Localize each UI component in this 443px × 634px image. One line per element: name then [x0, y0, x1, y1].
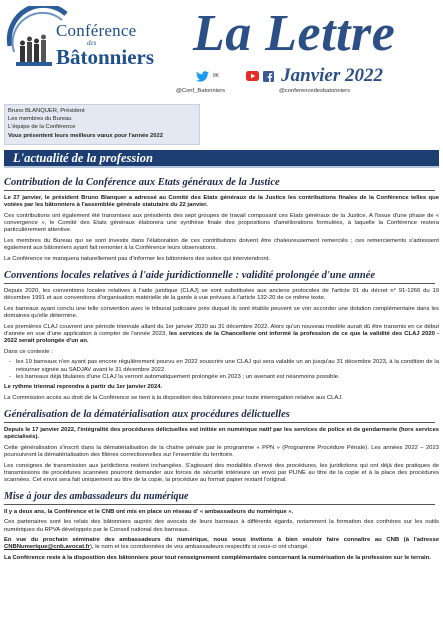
twitter-icon[interactable] — [196, 70, 209, 82]
article2-paragraph-5: Le rythme triennal reprendra à partir du 1er janvier 2024. — [4, 384, 163, 391]
cnb-email-link[interactable]: CNBNumerique@cnb.avocat.fr — [4, 544, 90, 551]
article2-paragraph-2: Les barreaux ayant conclu une telle convention avec le tribunal judiciaire près duquel ils sont établis peuvent se voir accorder une dotation complémentaire dans les domaines qu'elle détermine. — [4, 305, 439, 320]
list-item: - les 19 barreaux n'en ayant pas encore régulièrement pourvu en 2022 souscrire une CLAJ qui sera valable un an jusqu'au 31 décembre 2023, à la condition de la retourner signée au SADJAV avant le 31 décembre 2022. — [16, 359, 439, 374]
social-bar — [196, 66, 383, 86]
article1-paragraph-4: La Conférence ne manquera naturellement pas d'informer les bâtonniers des suites qui interviendront. — [4, 255, 271, 262]
section-banner — [4, 150, 439, 168]
youtube-icon[interactable] — [246, 70, 259, 82]
article-title-claj: Conventions locales relatives à l'aide juridictionnelle : validité prolongée d'une année — [4, 269, 435, 284]
article-title-ambassadeurs: Mise à jour des ambassadeurs du numérique — [4, 491, 435, 505]
article3-paragraph-3: Les consignes de transmission aux juridictions restent inchangées. S'agissant des modalités d'envoi des procédures, les juridictions qui ont déjà des pratiques de transmissions de procédures scannées pourront demander aux forces de sécurité intérieure un envoi par PLINE au titre de la copie et à la place des procédures scannées. Cet envoi sera fait uniquement au titre de la copie, la procédure au format papier restant l'original. — [4, 462, 439, 484]
org-name-line2: des — [87, 39, 97, 47]
article2-paragraph-4: Dans ce contexte : — [4, 348, 53, 355]
article-title-dematerialisation: Généralisation de la dématérialisation aux procédures délictuelles — [4, 408, 435, 423]
article1-paragraph-1: Le 27 janvier, le président Bruno Blanquer a adressé au Comité des Etats généraux de la Justice les contributions finales de la Conférence telles que votées par les bâtonniers à l'assemblée générale statutaire du 22 janvier. — [4, 195, 439, 209]
org-name-line1: Conférence — [56, 21, 137, 40]
new-year-wishes: Vous présentent leurs meilleurs vœux pour l'année 2022 — [8, 133, 163, 139]
article1-paragraph-2: Ces contributions ont également été transmises aux présidents des sept groupes de travail composant ces Etats généraux de la Justice. A l'issue d'une phase de « convergence », le Comité des Etats généraux élaborera une synthèse finale des propositions d'améliorations formulées, à laquelle la Conférence restera particulièrement attentive. — [4, 212, 439, 234]
article2-paragraph-3: Les premières CLAJ couvrent une période triennale allant du 1er janvier 2020 au 31 décembre 2022. Alors qu'un nouveau modèle aurait dû être transmis en ce début d'année en vue d'une application à compter de l'année 2023, les services de la Chancellerie ont informé la profession de ce que la validité des CLAJ 2020 - 2022 serait prolongée d'un an. — [4, 323, 439, 345]
follower-count: 8K — [213, 73, 220, 79]
article4-paragraph-3: En vue du prochain séminaire des ambassadeurs du numérique, nous vous invitons à bien vouloir faire connaître au CNB (à l'adresse CNBNumerique@cnb.avocat.fr), le nom et les coordonnées de vos ambassadeurs respectifs si ceux-ci ont changé. — [4, 537, 439, 551]
claj-context-list — [16, 359, 439, 381]
addressee-president: Bruno BLANQUER, Président — [8, 108, 85, 114]
org-name-line3: Bâtonniers — [56, 45, 155, 69]
conference-logo — [6, 6, 186, 78]
greetings-box — [4, 104, 200, 145]
article4-paragraph-4: La Conférence reste à la disposition des bâtonniers pour tout renseignement complémentaire concernant la numérisation de la profession sur le terrain. — [4, 554, 431, 561]
article1-paragraph-3: Les membres du Bureau qui se sont investis dans l'élaboration de ces contributions doivent être chaleureusement remerciés ; ces remerciements s'adressent également aux bâtonniers ayant fait remonter à la Conférence leurs observations. — [4, 237, 439, 252]
article3-paragraph-2: Cette généralisation s'inscrit dans la dématérialisation de la chaîne pénale par le programme « PPN » (Programme Procédure Pénale). Les années 2022 – 2023 poursuivront la dématérialisation des filières correctionnelles sur l'ensemble du territoire. — [4, 444, 439, 459]
facebook-handle[interactable]: @conferencedesbatonniers — [279, 88, 350, 94]
header — [0, 0, 443, 100]
article4-paragraph-2: Ces partenaires sont les relais des bâtonniers auprès des avocats de leurs barreaux à différents égards, notamment la formation des confrères sur les outils numériques du RPVA développés par le Conseil national des barreaux. — [4, 519, 439, 533]
addressee-bureau: Les membres du Bureau — [8, 116, 72, 122]
article3-paragraph-1: Depuis le 17 janvier 2022, l'intégralité des procédures délictuelles est initiée en numérique natif par les services de police et de gendarmerie (hors services spécialisés). — [4, 427, 439, 441]
addressee-team: L'équipe de la Conférence — [8, 124, 76, 130]
article2-paragraph-1: Depuis 2020, les conventions locales relatives à l'aide juridique (CLAJ) se sont substituées aux anciens protocoles de l'article 91 du décret n° 91-1266 du 19 décembre 1991 et aux conventions d'organisation matérielle de la garde à vue prévues à l'article 132-20 de ce même texte. — [4, 288, 439, 302]
facebook-icon[interactable] — [262, 70, 275, 82]
article-title-etats-generaux: Contribution de la Conférence aux Etats généraux de la Justice — [4, 176, 435, 191]
articles — [4, 176, 439, 565]
article2-paragraph-6: La Commission accès au droit de la Conférence se tient à la disposition des bâtonniers pour toute interrogation relative aux CLAJ. — [4, 394, 343, 401]
newsletter-title: La Lettre — [193, 5, 396, 62]
section-banner-title: L'actualité de la profession — [13, 151, 153, 165]
issue-date: Janvier 2022 — [281, 65, 383, 86]
article4-paragraph-1: Il y a deux ans, la Conférence et le CNB ont mis en place un réseau d' « ambassadeurs du numérique ». — [4, 508, 294, 515]
twitter-handle[interactable]: @Conf_Batonniers — [176, 88, 226, 94]
list-item: - les barreaux déjà titulaires d'une CLAJ la verront automatiquement prolongée en 2023 ; un avenant est néanmoins possible. — [16, 374, 439, 381]
